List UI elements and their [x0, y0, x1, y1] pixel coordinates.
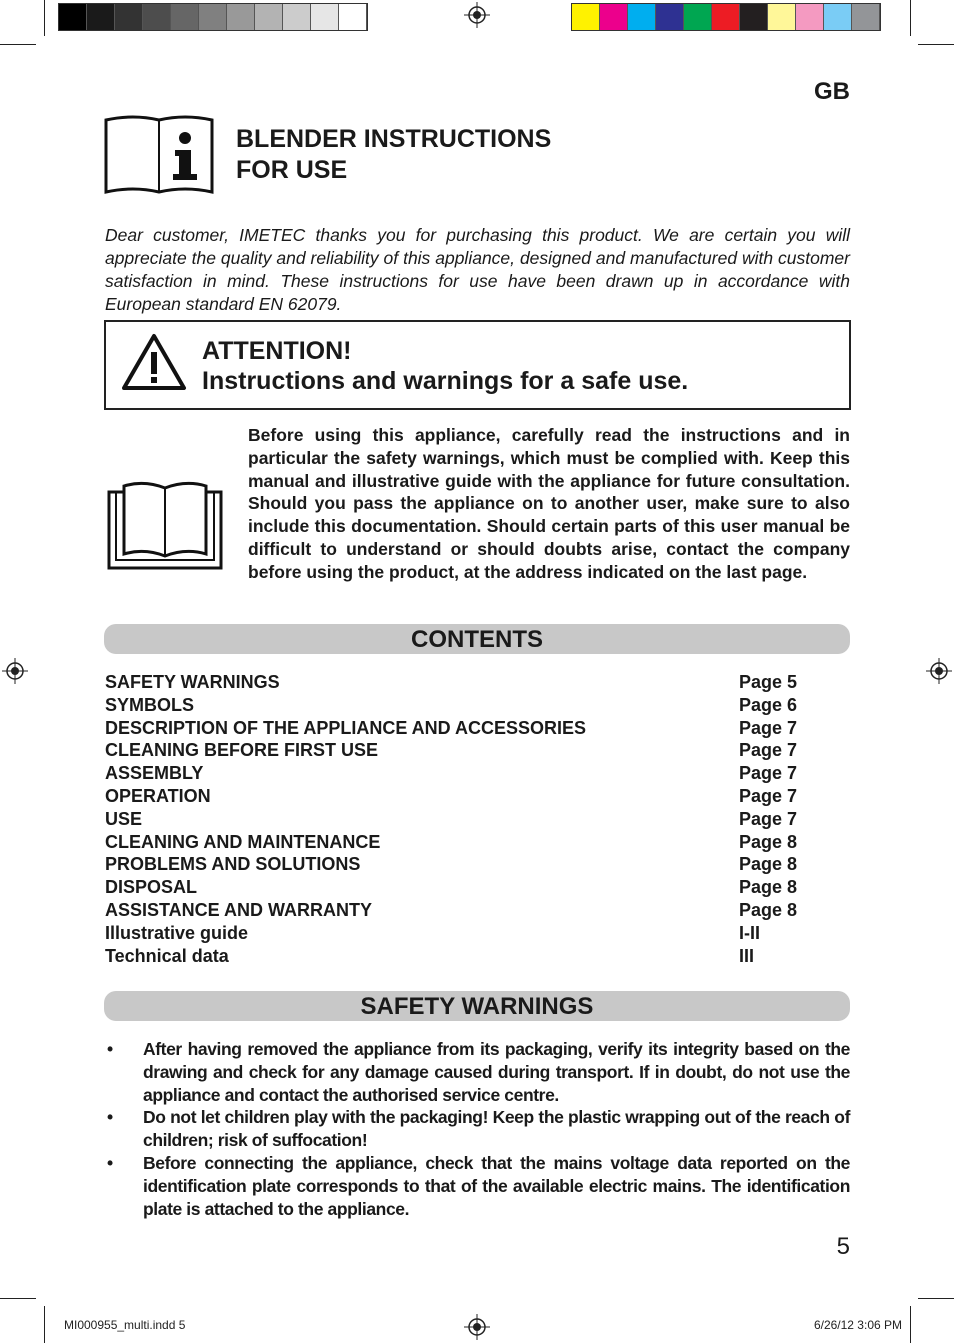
warning-triangle-icon [120, 332, 188, 392]
toc-page: Page 7 [739, 717, 798, 738]
color-swatch [572, 4, 600, 30]
process-color-bar [571, 3, 881, 31]
toc-label: DISPOSAL [105, 877, 198, 898]
page-number: 5 [836, 1233, 850, 1260]
safety-warnings-heading: SAFETY WARNINGS [104, 991, 850, 1021]
toc-row [105, 671, 851, 694]
contents-heading: CONTENTS [104, 624, 850, 654]
toc-row [105, 876, 851, 899]
safety-warnings-list [105, 1038, 850, 1220]
toc-page: Page 7 [739, 785, 798, 806]
registration-mark-icon [926, 658, 952, 684]
crop-mark [918, 1298, 954, 1299]
attention-box [104, 320, 851, 410]
color-swatch [852, 4, 880, 30]
open-book-icon [106, 478, 224, 572]
toc-row [105, 808, 851, 831]
gray-color-bar [58, 3, 368, 31]
toc-page: Page 8 [739, 854, 798, 875]
toc-page: Page 7 [739, 740, 798, 761]
registration-mark-icon [464, 2, 490, 28]
color-swatch [684, 4, 712, 30]
info-manual-icon [103, 114, 215, 196]
title-line-2: FOR USE [236, 156, 348, 184]
toc-row [105, 853, 851, 876]
gray-swatch [283, 4, 311, 30]
color-swatch [824, 4, 852, 30]
toc-page: Page 8 [739, 899, 798, 920]
attention-heading: ATTENTION! [202, 337, 352, 365]
language-code: GB [814, 78, 850, 105]
crop-mark [44, 1306, 45, 1343]
toc-page: Page 5 [739, 672, 798, 692]
registration-mark-icon [464, 1314, 490, 1340]
bullet-icon: • [107, 1107, 113, 1128]
gray-swatch [339, 4, 367, 30]
toc-page: Page 8 [739, 831, 798, 852]
toc-label: USE [105, 808, 143, 829]
intro-paragraph: Dear customer, IMETEC thanks you for purchasing this product. We are certain you will appreciate the quality and reliability of this appliance, designed and manufactured with customer satisfaction in mind. These instructions for use have been drawn up in accordance with European standard EN 62079. [105, 225, 850, 314]
gray-swatch [87, 4, 115, 30]
toc-label: OPERATION [105, 785, 211, 806]
safety-warning-item [105, 1106, 850, 1152]
toc-page: Page 7 [739, 763, 798, 784]
gray-swatch [311, 4, 339, 30]
toc-page: I-II [739, 922, 760, 943]
color-swatch [600, 4, 628, 30]
gray-swatch [115, 4, 143, 30]
toc-row [105, 739, 851, 762]
gray-swatch [59, 4, 87, 30]
toc-label: Technical data [105, 945, 229, 966]
toc-row [105, 922, 851, 945]
safety-warning-text: Before connecting the appliance, check that the mains voltage data reported on the identification plate corresponds to that of the available electric mains. The identification plate is attached to the appliance. [143, 1152, 850, 1219]
crop-mark [44, 0, 45, 36]
toc-label: SYMBOLS [105, 694, 195, 715]
crop-mark [0, 44, 36, 45]
bullet-icon: • [107, 1152, 113, 1173]
color-swatch [768, 4, 796, 30]
footer-file-info: MI000955_multi.indd 5 [64, 1318, 186, 1332]
footer-timestamp: 6/26/12 3:06 PM [813, 1318, 902, 1332]
gray-swatch [199, 4, 227, 30]
title-line-1: BLENDER INSTRUCTIONS [236, 125, 552, 153]
table-of-contents [105, 671, 851, 967]
toc-page: Page 7 [739, 808, 798, 829]
bullet-icon: • [107, 1039, 113, 1059]
toc-row [105, 762, 851, 785]
color-swatch [656, 4, 684, 30]
crop-mark [910, 1306, 911, 1343]
safety-warning-item [105, 1152, 850, 1220]
color-swatch [740, 4, 768, 30]
crop-mark [0, 1298, 36, 1299]
toc-label: Illustrative guide [105, 922, 249, 943]
crop-mark [910, 0, 911, 36]
gray-swatch [255, 4, 283, 30]
toc-page: Page 6 [739, 694, 798, 715]
crop-mark [918, 44, 954, 45]
gray-swatch [227, 4, 255, 30]
toc-label: SAFETY WARNINGS [105, 672, 280, 692]
registration-mark-icon [2, 658, 28, 684]
safety-warning-item [105, 1038, 850, 1106]
toc-label: DESCRIPTION OF THE APPLIANCE AND ACCESSORIES [105, 717, 587, 738]
toc-row [105, 899, 851, 922]
attention-subheading: Instructions and warnings for a safe use. [202, 367, 689, 395]
toc-label: CLEANING AND MAINTENANCE [105, 831, 381, 852]
safety-warning-text: After having removed the appliance from its packaging, verify its integrity based on the drawing and check for any damage caused during transport. If in doubt, do not use the appliance and contact the authorised service centre. [143, 1039, 850, 1105]
toc-label: ASSISTANCE AND WARRANTY [105, 899, 373, 920]
toc-row [105, 945, 851, 968]
gray-swatch [143, 4, 171, 30]
color-swatch [712, 4, 740, 30]
toc-page: Page 8 [739, 877, 798, 898]
toc-label: ASSEMBLY [105, 763, 204, 784]
safety-warning-text: Do not let children play with the packaging! Keep the plastic wrapping out of the reach of children; risk of suffocation! [143, 1107, 850, 1151]
toc-row [105, 831, 851, 854]
toc-label: CLEANING BEFORE FIRST USE [105, 740, 379, 761]
gray-swatch [171, 4, 199, 30]
color-swatch [796, 4, 824, 30]
color-swatch [628, 4, 656, 30]
toc-row [105, 694, 851, 717]
toc-label: PROBLEMS AND SOLUTIONS [105, 854, 361, 875]
document-title [236, 124, 551, 186]
toc-row [105, 785, 851, 808]
before-use-paragraph: Before using this appliance, carefully read the instructions and in particular the safety warnings, which must be complied with. Keep this manual and illustrative guide with the appliance for future consultation. Should you pass the appliance on to another user, make sure to also include this documentation. Should certain parts of this user manual be difficult to understand or should doubts arise, contact the company before using the product, at the address indicated on the last page. [248, 425, 850, 582]
toc-row [105, 717, 851, 740]
toc-page: III [739, 945, 755, 966]
